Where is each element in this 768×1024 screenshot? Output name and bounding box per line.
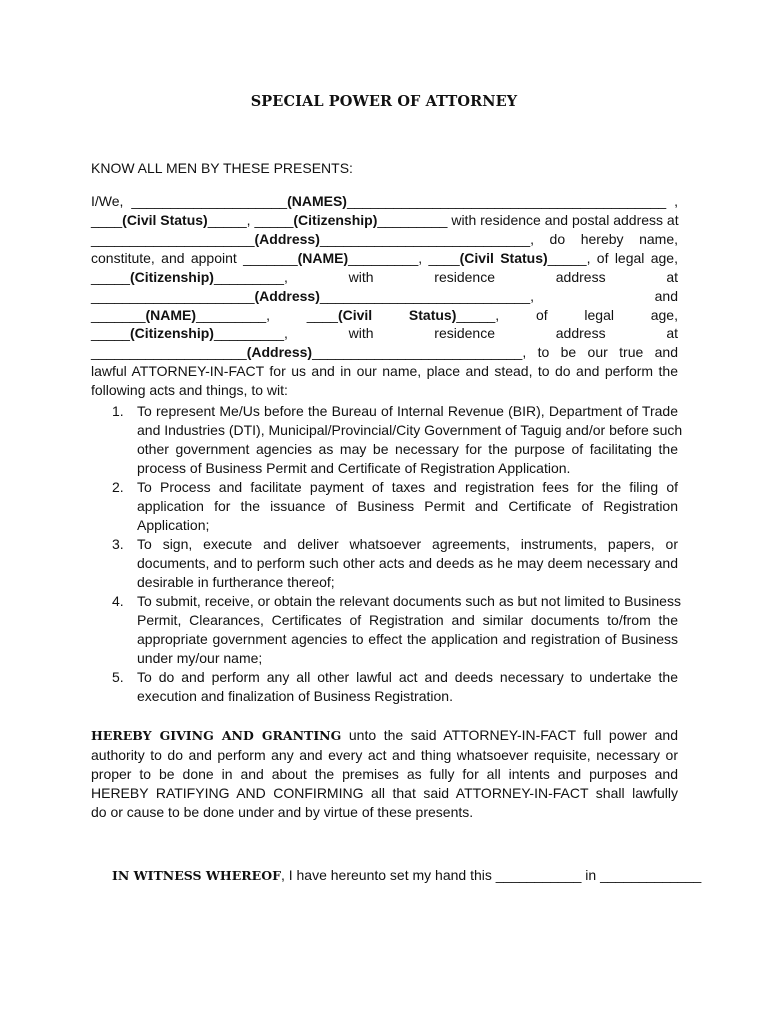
paragraph-line: ____________________(Address)___________________________, to be our true and [91, 344, 678, 360]
list-item: 4. To submit, receive, or obtain the relevant documents such as but not limited to Business Permit, Clearances, Certificates of Registration and similar documents to/from the appropriate government agencies to effect the application and registration of Business under my/our name; [112, 593, 681, 666]
list-item: 2. To Process and facilitate payment of taxes and registration fees for the filing of application for the issuance of Business Permit and Certificate of Registration Application; [112, 479, 678, 533]
paragraph-line: ____(Civil Status)_____, _____(Citizenship)_________ with residence and postal address at [91, 212, 679, 228]
paragraph-line: authority to do and perform any and every act and thing whatsoever requisite, necessary or [91, 747, 678, 763]
list-item: 3. To sign, execute and deliver whatsoever agreements, instruments, papers, or documents, and to perform such other acts and deeds as he may deem necessary and desirable in furtherance thereof; [112, 536, 678, 590]
paragraph-line: HEREBY RATIFYING AND CONFIRMING all that said ATTORNEY-IN-FACT shall lawfully [91, 785, 678, 801]
paragraph-line: constitute, and appoint _______(NAME)_________, ____(Civil Status)_____, of legal age, [91, 250, 678, 266]
paragraph-line: I/We, ____________________(NAMES)_________________________________________ , [91, 193, 678, 209]
paragraph-line: proper to be done in and about the premises as fully for all intents and purposes and [91, 766, 678, 782]
paragraph-line: _____(Citizenship)_________, with residence address at [91, 325, 678, 341]
paragraph-line: _______(NAME)_________, ____(Civil Status)_____, of legal age, [91, 307, 678, 323]
paragraph-line: HEREBY GIVING AND GRANTING unto the said ATTORNEY-IN-FACT full power and [91, 727, 678, 743]
document-title: SPECIAL POWER OF ATTORNEY [250, 93, 518, 110]
paragraph-line: do or cause to be done under and by virtue of these presents. [91, 804, 474, 820]
list-item: 1. To represent Me/Us before the Bureau of Internal Revenue (BIR), Department of Trade and Industries (DTI), Municipal/Provincial/City Government of Taguig and/or before such other government agencies as may be necessary for the purpose of facilitating the process of Business Permit and Certificate of Registration Application. [112, 403, 683, 476]
paragraph-line: _____(Citizenship)_________, with residence address at [91, 269, 678, 285]
paragraph-line: _____________________(Address)___________________________, do hereby name, [91, 231, 678, 247]
list-item: 5. To do and perform any all other lawful act and deeds necessary to undertake the execution and finalization of Business Registration. [112, 669, 678, 704]
paragraph-line: lawful ATTORNEY-IN-FACT for us and in our name, place and stead, to do and perform the [91, 363, 678, 379]
paragraph-line: following acts and things, to wit: [91, 382, 288, 398]
intro-heading: KNOW ALL MEN BY THESE PRESENTS: [91, 160, 353, 176]
paragraph-line: _____________________(Address)___________________________, and [91, 288, 678, 304]
witness-line: IN WITNESS WHEREOF, I have hereunto set my hand this ___________ in _____________ [112, 867, 702, 883]
powers-list [112, 402, 683, 706]
